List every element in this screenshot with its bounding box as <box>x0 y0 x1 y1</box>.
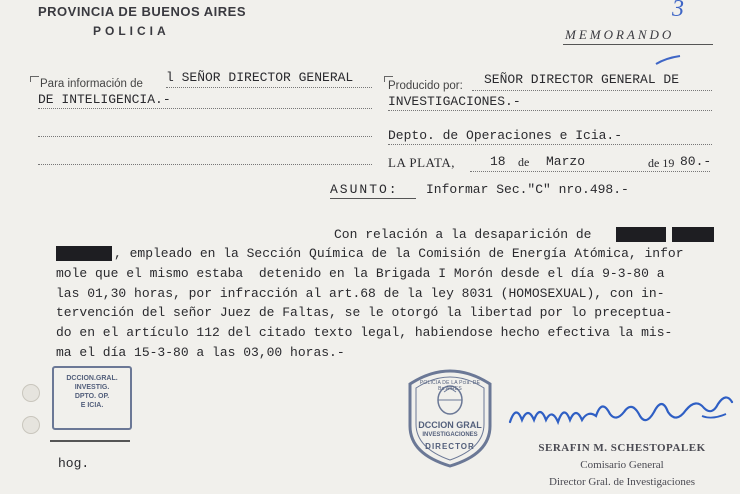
date-year: 80.- <box>680 154 712 169</box>
para-line-1 <box>166 87 372 88</box>
memo-underline <box>563 44 713 45</box>
body-line-4: las 01,30 horas, por infracción al art.68 de la ley 8031 (HOMOSEXUAL), con in- <box>56 286 665 301</box>
handwritten-signature <box>506 386 738 446</box>
para-value-2: DE INTELIGENCIA.- <box>38 92 171 107</box>
place: LA PLATA, <box>388 155 456 170</box>
seal-line-1: DCCION GRAL <box>418 420 482 430</box>
para-value-1: l SEÑOR DIRECTOR GENERAL <box>166 70 354 85</box>
date-line <box>470 171 710 172</box>
stamp-line-4: E ICIA. <box>80 402 104 409</box>
body-line-3: mole que el mismo estaba detenido en la Brigada I Morón desde el día 9-3-80 a <box>56 266 665 281</box>
producido-line-2 <box>388 110 712 111</box>
body-line-2: , empleado en la Sección Química de la Comisión de Energía Atómica, infor <box>114 246 684 261</box>
stamp-base-line <box>50 440 130 442</box>
depto-value: Depto. de Operaciones e Icia.- <box>388 128 623 143</box>
para-label: Para información de <box>40 78 143 90</box>
depto-line <box>388 144 712 145</box>
asunto-label: ASUNTO: <box>330 182 399 197</box>
memo-heading: MEMORANDO <box>565 27 675 42</box>
seal-line-2: INVESTIGACIONES <box>422 432 478 438</box>
para-line-4 <box>38 164 372 165</box>
seal-line-3: DIRECTOR <box>425 442 475 451</box>
stamp-line-3: DPTO. OP. <box>74 393 110 400</box>
body-line-1: Con relación a la desaparición de <box>334 227 592 242</box>
director-seal <box>400 362 500 470</box>
asunto-value: Informar Sec."C" nro.498.- <box>426 182 629 197</box>
stamp-line-1: DCCION.GRAL. <box>66 375 118 382</box>
producido-value-1: SEÑOR DIRECTOR GENERAL DE <box>484 72 680 87</box>
department-stamp <box>52 366 132 430</box>
left-bracket <box>30 76 39 82</box>
punch-hole <box>22 384 40 402</box>
para-line-2 <box>38 108 372 109</box>
redaction-bar <box>672 227 714 242</box>
producido-value-2: INVESTIGACIONES.- <box>388 94 521 109</box>
initials: hog. <box>58 456 90 471</box>
punch-hole <box>22 416 40 434</box>
handwritten-check <box>654 54 682 68</box>
seal-arc-text: POLICIA DE LA Pcia. DE Bs.AIRES <box>419 380 481 392</box>
body-line-5: tervención del señor Juez de Faltas, se le otorgó la libertad por lo preceptua- <box>56 305 673 320</box>
date-de-1: de <box>518 155 530 169</box>
stamp-line-2: INVESTIG. <box>74 384 110 391</box>
province-heading: PROVINCIA DE BUENOS AIRES <box>38 4 247 19</box>
asunto-underline <box>330 198 416 199</box>
producido-label: Producido por: <box>388 80 463 92</box>
signatory-title: Director Gral. de Investigaciones <box>549 476 695 488</box>
signatory-name: SERAFIN M. SCHESTOPALEK <box>538 442 706 454</box>
producido-line-1 <box>472 90 712 91</box>
date-de-2: de 19 <box>648 156 675 170</box>
handwritten-mark: 3 <box>672 0 684 22</box>
date-day: 18 <box>490 154 506 169</box>
body-line-7: ma el día 15-3-80 a las 03,00 horas.- <box>56 345 345 360</box>
signatory-rank: Comisario General <box>580 459 664 471</box>
redaction-bar <box>56 246 112 261</box>
para-line-3 <box>38 136 372 137</box>
body-line-6: do en el artículo 112 del citado texto legal, habiendose hecho efectiva la mis- <box>56 325 673 340</box>
date-month: Marzo <box>546 154 586 169</box>
redaction-bar <box>616 227 666 242</box>
police-heading: POLICIA <box>93 24 170 38</box>
